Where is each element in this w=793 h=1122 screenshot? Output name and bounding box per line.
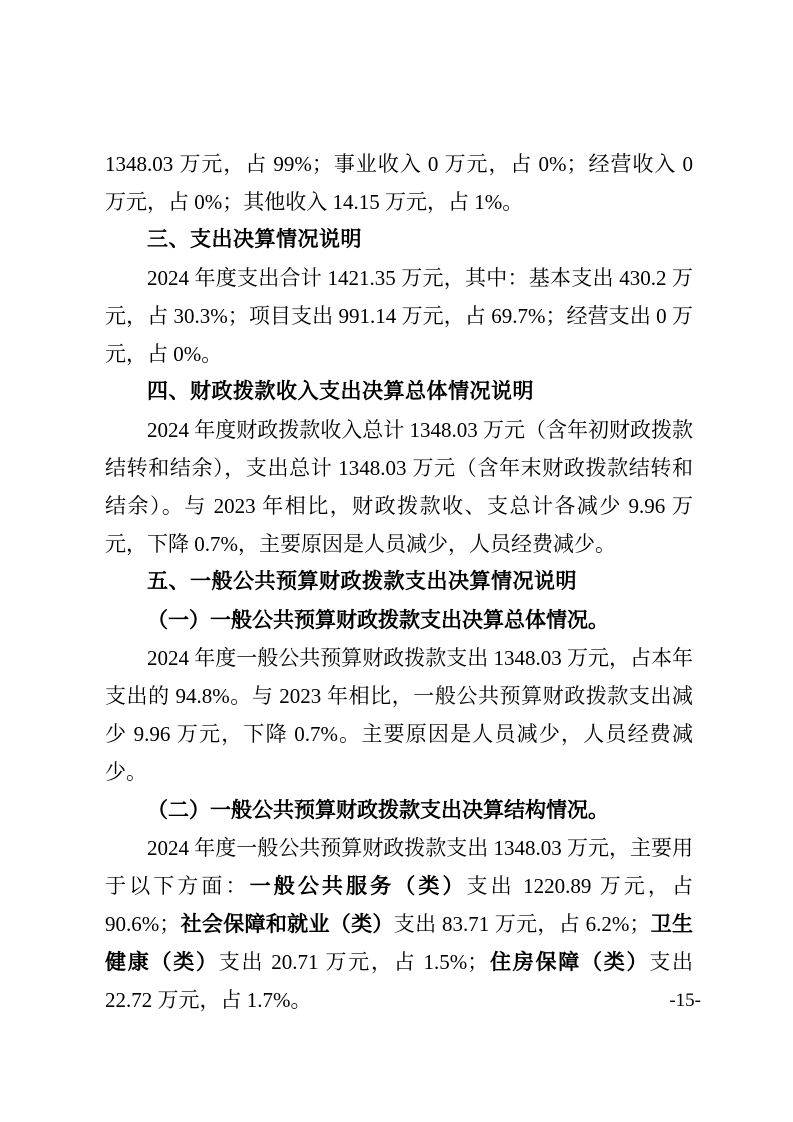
text-segment: 支出 22.72 万元，占 1.7%。	[105, 950, 693, 1012]
paragraph-income-continuation: 1348.03 万元，占 99%；事业收入 0 万元，占 0%；经营收入 0 万元，占 0%；其他收入 14.15 万元，占 1%。	[105, 152, 693, 214]
text-segment: 支出 1220.89 万元，占 90.6%；	[105, 874, 694, 936]
heading-section-4-fiscal-appropriation: 四、财政拨款收入支出决算总体情况说明	[147, 380, 534, 403]
category-housing-security: 住房保障（类）	[488, 950, 650, 974]
heading-section-3-expenditure: 三、支出决算情况说明	[147, 228, 362, 251]
paragraph-expenditure-structure	[105, 829, 693, 1019]
text-segment: 支出 20.71 万元，占 1.5%；	[218, 950, 489, 974]
text-segment: 2024 年度一般公共预算财政拨款支出 1348.03 万元，主要用于以下方面：	[105, 836, 693, 898]
category-social-security-employment: 社会保障和就业（类）	[180, 912, 394, 936]
paragraph-general-budget-total: 2024 年度一般公共预算财政拨款支出 1348.03 万元，占本年支出的 94.8%。与 2023 年相比，一般公共预算财政拨款支出减少 9.96 万元，下降 0.7%。主要原因是人员减少，人员经费减少。	[105, 646, 693, 784]
text-segment: 支出 83.71 万元，占 6.2%；	[393, 912, 651, 936]
subheading-5-2-structure: （二）一般公共预算财政拨款支出决算结构情况。	[147, 798, 609, 822]
subheading-5-1-overall: （一）一般公共预算财政拨款支出决算总体情况。	[147, 608, 609, 632]
category-health: 卫生健康（类）	[105, 912, 693, 974]
document-content	[105, 145, 693, 1019]
page-number: -15-	[669, 990, 701, 1011]
heading-section-5-general-budget: 五、一般公共预算财政拨款支出决算情况说明	[147, 570, 577, 593]
category-general-public-services: 一般公共服务（类）	[249, 874, 467, 898]
paragraph-fiscal-appropriation-overview: 2024 年度财政拨款收入总计 1348.03 万元（含年初财政拨款结转和结余），支出总计 1348.03 万元（含年末财政拨款结转和结余）。与 2023 年相比，财政拨款收、支总计各减少 9.96 万元，下降 0.7%，主要原因是人员减少，人员经费减少。	[105, 418, 693, 556]
paragraph-expenditure-total: 2024 年度支出合计 1421.35 万元，其中：基本支出 430.2 万元，占 30.3%；项目支出 991.14 万元，占 69.7%；经营支出 0 万元，占 0%。	[105, 266, 693, 366]
